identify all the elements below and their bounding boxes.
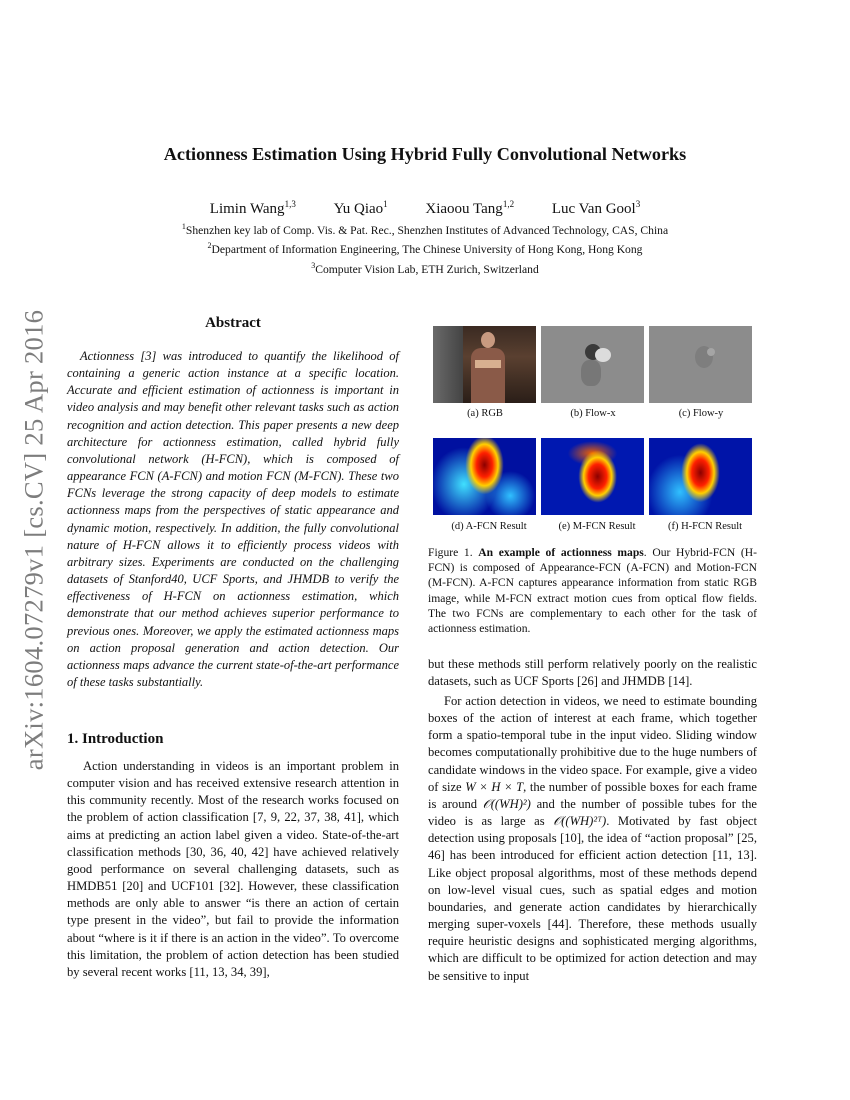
paper-title: Actionness Estimation Using Hybrid Fully Convolutional Networks (163, 144, 687, 164)
author-list (0, 199, 850, 218)
figure-heatmap-m-fcn (541, 438, 644, 515)
body-paragraph: but these methods still perform relatively poorly on the realistic datasets, such as UCF Sports [26] and JHMDB [14]. (428, 657, 757, 689)
affiliation: $^1$Shenzhen key lab of Comp. Vis. & Pat. Rec., Shenzhen Institutes of Advanced Technology, CAS, China (181, 222, 669, 237)
arxiv-id: arXiv:1604.07279v1 [cs.CV] 25 Apr 2016 (18, 309, 49, 771)
author: Luc Van Gool$^3$ (551, 199, 641, 217)
figure-image-flow-y (649, 326, 752, 403)
subcaption: (e) M-FCN Result (558, 521, 636, 532)
figure-image-flow-x (541, 326, 644, 403)
abstract-heading: Abstract (205, 315, 261, 331)
figure-caption: Figure 1. An example of actionness maps. Our Hybrid-FCN (H-FCN) is composed of Appearance-FCN (A-FCN) and Motion-FCN (M-FCN). A-FCN captures appearance information from static RGB image, while M-FCN extract motion cues from optical flow fields. The two FCNs are complementary to each other for the task of actionness estimation. (428, 546, 757, 636)
subcaption: (c) Flow-y (678, 408, 724, 419)
subcaption: (d) A-FCN Result (451, 521, 527, 532)
affiliation: $^2$Department of Information Engineering, The Chinese University of Hong Kong, Hong Kong (207, 241, 643, 256)
figure-image-rgb (433, 326, 536, 403)
intro-paragraph: Action understanding in videos is an important problem in computer vision and has received extensive research attention in this community recently. Most of the research works focused on the problem of action classification [7, 9, 22, 37, 38, 41], which aims at predicting an action label given a video. State-of-the-art classification methods [30, 36, 40, 42] have achieved relatively good performance on several challenging datasets, such as HMDB51 [20] and UCF101 [32]. However, these classification methods are only able to answer “is there an action of certain type present in the video”, but fail to provide the information about “where is it if there is an action in the video”. To overcome this limitation, the problem of action detection has been studied by several recent works [11, 13, 34, 39], (67, 759, 399, 979)
section-heading: 1. Introduction (67, 731, 164, 747)
figure-heatmap-h-fcn (649, 438, 752, 515)
subcaption: (f) H-FCN Result (667, 521, 743, 532)
author: Limin Wang$^{1,3}$ (209, 199, 296, 217)
subcaption: (a) RGB (467, 408, 503, 419)
body-paragraph: For action detection in videos, we need to estimate bounding boxes of the action of interest at each frame, which together form a spatio-temporal tube in the input video. Sliding window becomes computationally prohibitive due to the huge numbers of candidate windows in the video space. For example, give a video of size W × H × T, the number of possible boxes for each frame is around 𝒪((WH)²) and the number of possible tubes for the video is as large as 𝒪((WH)²ᵀ). Motivated by fast object detection using proposals [10], the idea of “action proposal” [25, 46] has been introduced for efficient action detection [11, 13]. Like object proposal algorithms, most of these methods depend on low-level visual cues, such as spatial edges and motion boundaries, and generate action candidates by hierarchically merging super-voxels [44]. Therefore, these methods usually require heuristic designs and sophisticated merging algorithms, which are difficult to be optimized for action detection and may be sensitive to input (428, 694, 758, 983)
figure-heatmap-a-fcn (433, 438, 536, 515)
author: Xiaoou Tang$^{1,2}$ (425, 199, 515, 217)
arxiv-stamp (14, 290, 54, 790)
abstract-text: Actionness [3] was introduced to quantify the likelihood of containing a generic action instance at a specific location. Accurate and efficient estimation of actionness is important in video analysis and may benefit other relevant tasks such as action recognition and action detection. This paper presents a new deep architecture for actionness estimation, called hybrid fully convolutional network (H-FCN), which is composed of appearance FCN (A-FCN) and motion FCN (M-FCN). These two FCNs leverage the strong capacity of deep models to estimate actionness maps from the perspectives of static appearance and dynamic motion, respectively. In addition, the fully convolutional nature of H-FCN allows it to efficiently process videos with arbitrary sizes. Experiments are conducted on the challenging datasets of Stanford40, UCF Sports, and JHMDB to verify the effectiveness of H-FCN on actionness estimation, which demonstrate that our method achieves superior performance to previous ones. Moreover, we apply the estimated actionness maps on action proposal generation and action detection. Our actionness maps advance the current state-of-the-art performance of these tasks substantially. (67, 349, 399, 689)
affiliation: $^3$Computer Vision Lab, ETH Zurich, Switzerland (311, 261, 539, 276)
author: Yu Qiao$^1$ (333, 199, 388, 217)
subcaption: (b) Flow-x (570, 408, 616, 419)
